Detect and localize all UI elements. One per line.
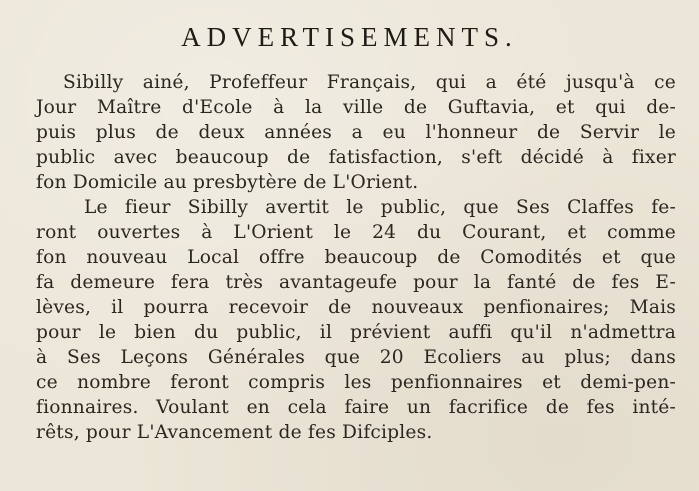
text-line: fionnaires. Voulant en cela faire un facrifice de fes inté- — [36, 397, 676, 418]
text-line: fa demeure fera très avantageufe pour la fanté de fes E- — [36, 272, 676, 293]
text-line: à Ses Leçons Générales que 20 Ecoliers au plus; dans — [36, 347, 676, 368]
text-line: rêts, pour L'Avancement de fes Difciples. — [36, 422, 433, 443]
text-line: ce nombre feront compris les penfionnaires et demi-pen- — [36, 372, 676, 393]
text-line: puis plus de deux années a eu l'honneur de Servir le — [36, 122, 676, 143]
text-line: pour le bien du public, il prévient auffi qu'il n'admettra — [36, 322, 676, 343]
advertisement-text — [36, 70, 676, 445]
text-line: fon Domicile au presbytère de L'Orient. — [36, 172, 419, 193]
text-line: public avec beaucoup de fatisfaction, s'eft décidé à fixer — [36, 147, 676, 168]
text-line: ront ouvertes à L'Orient le 24 du Courant, et comme — [36, 222, 676, 243]
text-line: fon nouveau Local offre beaucoup de Comodités et que — [36, 247, 676, 268]
section-title: ADVERTISEMENTS. — [181, 22, 518, 52]
text-line: Le fieur Sibilly avertit le public, que Ses Claffes fe- — [84, 197, 676, 218]
text-line: Jour Maître d'Ecole à la ville de Guftavia, et qui de- — [36, 97, 676, 118]
text-line: Sibilly ainé, Profeffeur Français, qui a été jusqu'à ce — [63, 72, 676, 93]
text-line: lèves, il pourra recevoir de nouveaux penfionaires; Mais — [36, 297, 676, 318]
